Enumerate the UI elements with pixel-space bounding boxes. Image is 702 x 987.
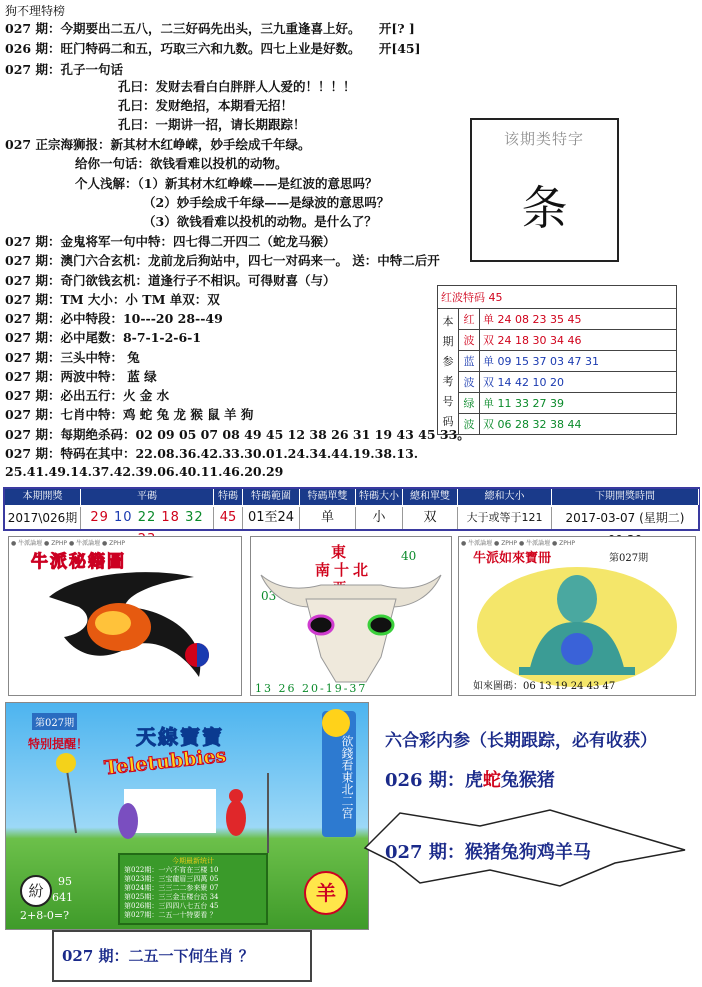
- wave-label: 波: [459, 372, 480, 393]
- buddha-period: 第027期: [609, 553, 649, 564]
- line-13: 027 期：澳门六合玄机：龙前龙后狗站中，四七一对码来一。 送：中特二后开: [5, 253, 440, 268]
- line-7: 027 正宗海狮报：新其材木红峥嵘，妙手绘成千年绿。: [5, 137, 311, 152]
- tele-stats-row: 第023期：三宝龍眉三四萬 05: [124, 875, 219, 883]
- stats-header: 總和單雙: [403, 489, 458, 505]
- line-15: 027 期：TM 大小：小 TM 单双：双: [5, 292, 220, 307]
- panel-secret-title: 牛派秘籍圖: [31, 552, 126, 572]
- tele-stats-row: 第022期：一六不宵在三楼 10: [124, 866, 219, 874]
- wave-label-red: 红: [459, 309, 480, 330]
- line-16: 027 期：必中特段：10---20 28--49: [5, 311, 223, 326]
- code-box: [470, 118, 619, 262]
- stats-header: 下期開獎時間: [552, 489, 699, 505]
- wave-label-green: 绿: [459, 393, 480, 414]
- tele-number-2: 641: [52, 891, 73, 904]
- stats-period: 2017\026期: [5, 507, 81, 529]
- tele-side-banner: 欲錢看東北二宮: [322, 711, 356, 837]
- buddha-footer: 如來圖碼：06 13 19 24 43 47: [473, 681, 616, 692]
- stats-header: 總和大小: [458, 489, 552, 505]
- line-23: 027 期：特码在其中：22.08.36.42.33.30.01.24.34.44.19.38.13.: [5, 446, 419, 461]
- wave-row: 双 14 42 10 20: [480, 372, 677, 393]
- line-22: 027 期：每期绝杀码：02 09 05 07 08 49 45 12 38 26 31 19 43 45 33。: [5, 427, 470, 442]
- tele-title: 天線寶寶: [136, 725, 224, 749]
- line-5: 孔曰：发财绝招，本期看无招！: [118, 98, 294, 113]
- stats-header: 特碼範圍: [243, 489, 300, 505]
- stats-header: 特碼單雙: [300, 489, 356, 505]
- wave-table: [437, 285, 677, 435]
- line-12: 027 期：金鬼将军一句中特：四七得二开四二（蛇龙马猴）: [5, 234, 336, 249]
- tele-number: 95: [58, 875, 72, 888]
- line-20: 027 期：必出五行：火 金 水: [5, 388, 170, 403]
- notes-title: 六合彩内参（长期跟踪，必有收获）: [385, 731, 657, 751]
- tele-period: 第027期: [32, 713, 77, 730]
- tele-badge-icon: 紛: [20, 875, 52, 907]
- line-21: 027 期：七肖中特：鸡 蛇 兔 龙 猴 鼠 羊 狗: [5, 407, 254, 422]
- line-14: 027 期：奇门欲钱玄机：道逢行子不相识。可得财喜（与）: [5, 273, 336, 288]
- tele-stats-board: [118, 853, 268, 925]
- wave-row: 双 24 18 30 34 46: [480, 330, 677, 351]
- line-11: （3）欲钱看难以投机的动物。是什么了？: [143, 214, 377, 229]
- stats-size: 小: [356, 507, 403, 529]
- line-8: 给你一句话：欲钱看难以投机的动物。: [75, 156, 288, 171]
- line-2: 026 期：旺门特码二和五，巧取三六和九数。四七上业是好数。 开[45]: [5, 41, 421, 56]
- line-10: （2）妙手绘成千年绿——是绿波的意思吗？: [143, 195, 390, 210]
- tele-stats-row: 第027期：二五一十特要看 ？: [124, 911, 217, 919]
- stats-sum-size: 大于或等于121: [458, 507, 552, 529]
- wave-table-side: 本 期 参 考 号 码: [438, 309, 459, 435]
- panel-buddha-chart: [458, 536, 696, 696]
- wave-table-title: 红波特码 45: [438, 286, 677, 309]
- skull-middle-label: 南十北: [315, 561, 373, 579]
- tele-stats-row: 第024期：三三二二参来聚 07: [124, 884, 219, 892]
- buddha-title: 牛派如來寶冊: [473, 551, 552, 566]
- wave-row: 双 06 28 32 38 44: [480, 414, 677, 435]
- line-9: 个人浅解：（1）新其材木红峥嵘——是红波的意思吗？: [75, 176, 378, 191]
- skull-footer-numbers: 13 26 20-19-37: [255, 682, 368, 695]
- wave-label: 波: [459, 330, 480, 351]
- flame-swirl-graphic: [9, 537, 241, 695]
- notes-027: 027 期：猴猪兔狗鸡羊马: [385, 842, 591, 863]
- line-3: 027 期：孔子一句话: [5, 62, 123, 77]
- line-1: 027 期：今期要出二五八，二三好码先出头，三九重逢喜上好。 开[? ]: [5, 21, 415, 36]
- buddha-graphic: [459, 537, 695, 695]
- stats-sum-odd-even: 双: [403, 507, 458, 529]
- line-24: 25.41.49.14.37.42.39.06.40.11.46.20.29: [5, 464, 284, 479]
- wave-row: 单 24 08 23 35 45: [480, 309, 677, 330]
- bottom-question: 027 期：二五一下何生肖 ？: [62, 947, 254, 965]
- stats-odd-even: 单: [300, 507, 356, 529]
- skull-number-2: 03: [261, 589, 277, 603]
- stats-next-draw: 2017-03-07 (星期二): [565, 511, 685, 525]
- code-box-character: 条: [521, 181, 568, 235]
- line-6: 孔曰：一期讲一招，请长期跟踪！: [118, 117, 306, 132]
- wave-label-blue: 蓝: [459, 351, 480, 372]
- panel-skull-chart: [250, 536, 452, 696]
- tele-stats-row: 第026期：三四四八七五台 45: [124, 902, 219, 910]
- panel-teletubbies: [5, 702, 369, 930]
- stats-special: 45: [214, 507, 243, 529]
- tele-stats-head: 今期最新统计: [172, 857, 214, 865]
- panel-secret-chart: ● 牛派論壇 ● ZPHP ● 牛派論壇 ● ZPHP 牛派秘籍圖: [8, 536, 242, 696]
- stats-range: 01至24: [243, 507, 300, 529]
- skull-number-1: 40: [401, 549, 417, 563]
- stats-flat-numbers: 29 10 22 18 32: [81, 507, 214, 529]
- tele-brand: Teletubbies: [103, 744, 228, 780]
- stats-header: 平碼: [81, 489, 214, 505]
- stats-header: 特碼大小: [356, 489, 403, 505]
- skull-east-label: 東: [331, 543, 347, 561]
- code-box-blurred: 该期类特字: [503, 130, 584, 148]
- tele-stats-row: 第025期：三三金玉楼台站 34: [124, 893, 219, 901]
- line-18: 027 期：三头中特： 兔: [5, 350, 140, 365]
- line-19: 027 期：两波中特： 蓝 绿: [5, 369, 157, 384]
- wave-row: 单 09 15 37 03 47 31: [480, 351, 677, 372]
- stats-header: 本期開獎: [5, 489, 81, 505]
- tele-reminder: 特别提醒！: [28, 737, 89, 751]
- wave-label: 波: [459, 414, 480, 435]
- bull-skull-graphic: [251, 537, 451, 695]
- bottom-question-box: [52, 930, 312, 982]
- notes-026: 026 期：虎蛇兔猴猪: [385, 770, 555, 791]
- tele-sheep-badge: 羊: [304, 871, 348, 915]
- buddha-ticker: ● 牛派論壇 ● ZPHP ● 牛派論壇 ● ZPHP: [461, 540, 576, 547]
- wave-row: 单 11 33 27 39: [480, 393, 677, 414]
- stats-bar: [3, 487, 700, 531]
- page-header: 狗不理特榜: [5, 4, 66, 18]
- stats-header: 特碼: [214, 489, 243, 505]
- tele-formula: 2+8-0=?: [20, 909, 70, 922]
- line-17: 027 期：必中尾数：8-7-1-2-6-1: [5, 330, 202, 345]
- line-4: 孔曰：发财去看白白胖胖人人爱的！！！！: [118, 79, 356, 94]
